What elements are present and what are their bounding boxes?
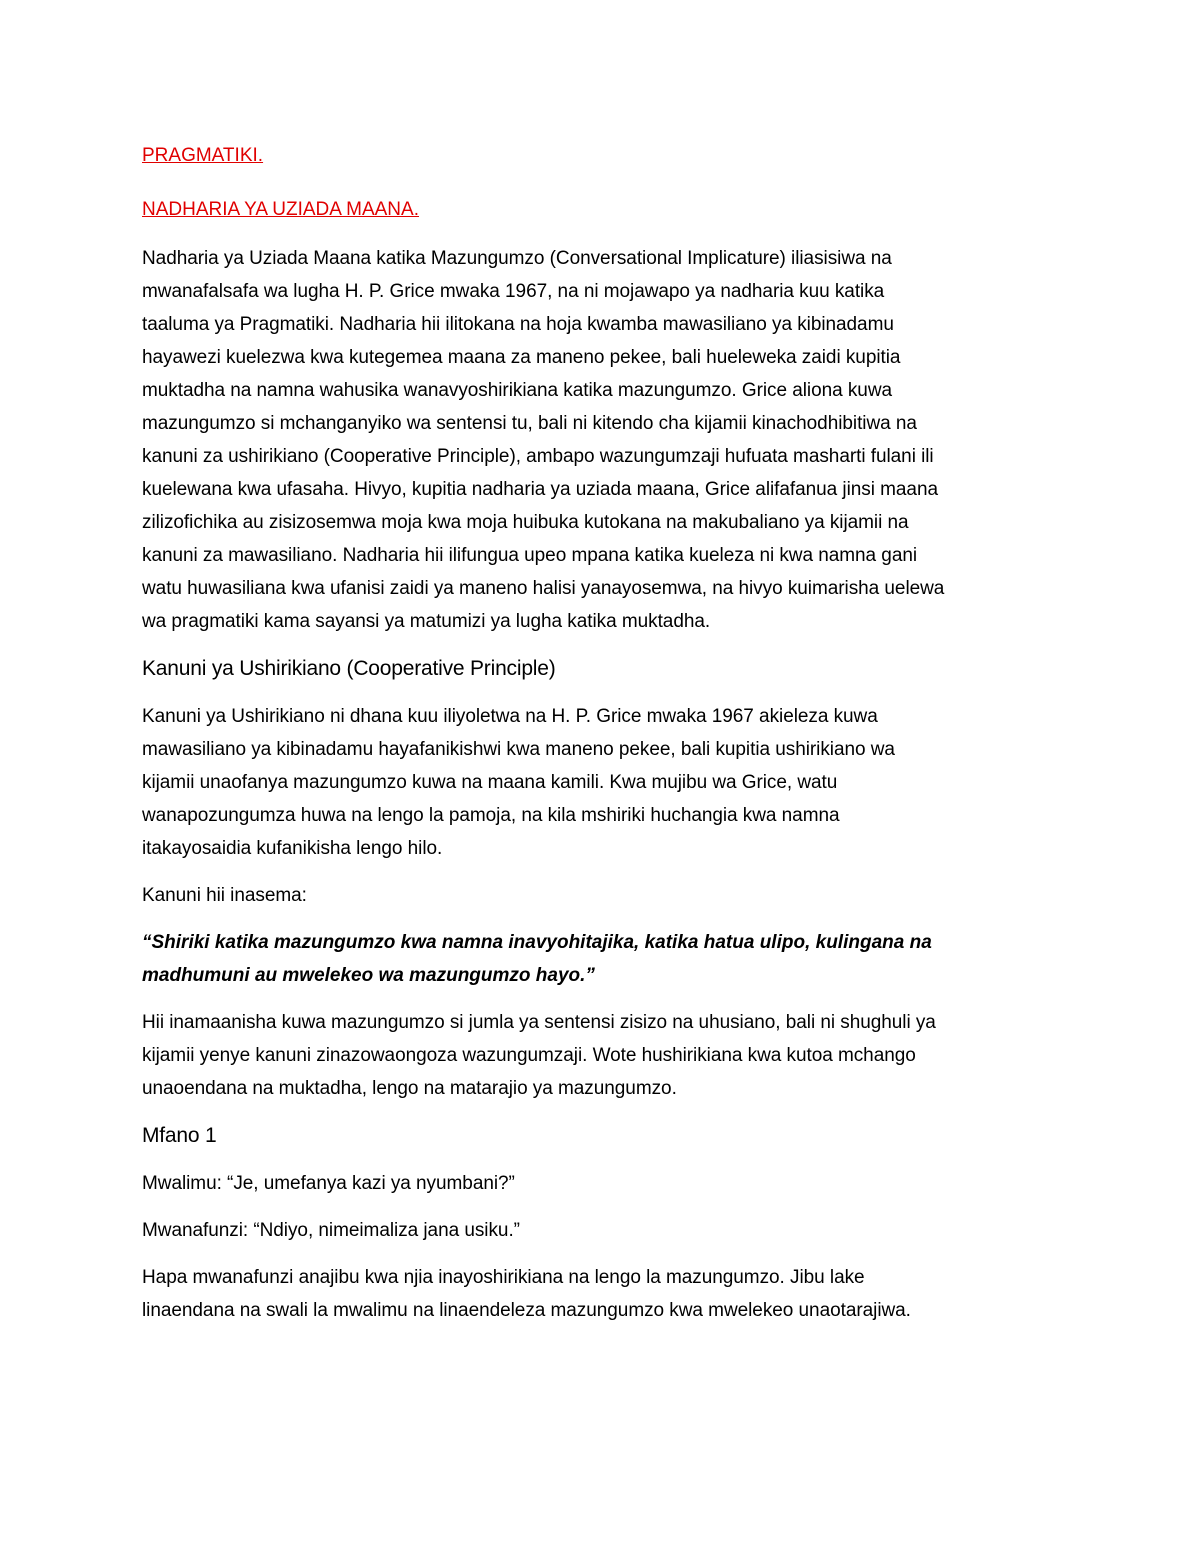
text-line: Kanuni ya Ushirikiano ni dhana kuu iliyoletwa na H. P. Grice mwaka 1967 akieleza kuwa xyxy=(142,706,878,727)
section-heading-cooperative-principle: Kanuni ya Ushirikiano (Cooperative Principle) xyxy=(142,657,556,680)
text-line: kanuni za mawasiliano. Nadharia hii ilifungua upeo mpana katika kueleza ni kwa namna gani xyxy=(142,545,918,566)
text-line: wa pragmatiki kama sayansi ya matumizi ya lugha katika muktadha. xyxy=(142,611,711,632)
text-line: muktadha na namna wahusika wanavyoshirikiana katika mazungumzo. Grice aliona kuwa xyxy=(142,380,893,401)
text-line: linaendana na swali la mwalimu na linaendeleza mazungumzo kwa mwelekeo unaotarajiwa. xyxy=(142,1300,911,1321)
text-line: Nadharia ya Uziada Maana katika Mazungumzo (Conversational Implicature) iliasisiwa na xyxy=(142,248,892,269)
dialogue-student: Mwanafunzi: “Ndiyo, nimeimaliza jana usiku.” xyxy=(142,1220,520,1241)
text-line: Hapa mwanafunzi anajibu kwa njia inayoshirikiana na lengo la mazungumzo. Jibu lake xyxy=(142,1267,865,1288)
cooperative-principle-paragraph xyxy=(142,700,1062,865)
text-line: kanuni za ushirikiano (Cooperative Principle), ambapo wazungumzaji hufuata masharti fulani ili xyxy=(142,446,934,467)
example-analysis xyxy=(142,1261,1062,1327)
example-heading: Mfano 1 xyxy=(142,1124,217,1147)
text-line: kuelewana kwa ufasaha. Hivyo, kupitia nadharia ya uziada maana, Grice alifafanua jinsi maana xyxy=(142,479,938,500)
text-line: mazungumzo si mchanganyiko wa sentensi tu, bali ni kitendo cha kijamii kinachodhibitiwa na xyxy=(142,413,917,434)
quote-line: madhumuni au mwelekeo wa mazungumzo hayo.” xyxy=(142,965,595,986)
text-line: kijamii yenye kanuni zinazowaongoza wazungumzaji. Wote hushirikiana kwa kutoa mchango xyxy=(142,1045,916,1066)
text-line: mawasiliano ya kibinadamu hayafanikishwi kwa maneno pekee, bali kupitia ushirikiano wa xyxy=(142,739,895,760)
text-line: kijamii unaofanya mazungumzo kuwa na maana kamili. Kwa mujibu wa Grice, watu xyxy=(142,772,838,793)
text-line: taaluma ya Pragmatiki. Nadharia hii ilitokana na hoja kwamba mawasiliano ya kibinadamu xyxy=(142,314,894,335)
theory-heading: NADHARIA YA UZIADA MAANA. xyxy=(142,199,419,220)
explanation-paragraph xyxy=(142,1006,1062,1105)
document-page xyxy=(142,140,1062,1341)
document-title: PRAGMATIKI. xyxy=(142,145,264,166)
text-line: wanapozungumza huwa na lengo la pamoja, na kila mshiriki huchangia kwa namna xyxy=(142,805,840,826)
text-line: itakayosaidia kufanikisha lengo hilo. xyxy=(142,838,443,859)
intro-paragraph xyxy=(142,242,1062,638)
principle-quote xyxy=(142,926,1062,992)
text-line: mwanafalsafa wa lugha H. P. Grice mwaka 1967, na ni mojawapo ya nadharia kuu katika xyxy=(142,281,885,302)
principle-intro: Kanuni hii inasema: xyxy=(142,885,307,906)
dialogue-teacher: Mwalimu: “Je, umefanya kazi ya nyumbani?” xyxy=(142,1173,515,1194)
quote-line: “Shiriki katika mazungumzo kwa namna inavyohitajika, katika hatua ulipo, kulingana na xyxy=(142,932,932,953)
text-line: watu huwasiliana kwa ufanisi zaidi ya maneno halisi yanayosemwa, na hivyo kuimarisha uelewa xyxy=(142,578,945,599)
text-line: hayawezi kuelezwa kwa kutegemea maana za maneno pekee, bali hueleweka zaidi kupitia xyxy=(142,347,901,368)
text-line: Hii inamaanisha kuwa mazungumzo si jumla ya sentensi zisizo na uhusiano, bali ni shughuli ya xyxy=(142,1012,936,1033)
text-line: unaoendana na muktadha, lengo na matarajio ya mazungumzo. xyxy=(142,1078,677,1099)
text-line: zilizofichika au zisizosemwa moja kwa moja huibuka kutokana na makubaliano ya kijamii na xyxy=(142,512,909,533)
